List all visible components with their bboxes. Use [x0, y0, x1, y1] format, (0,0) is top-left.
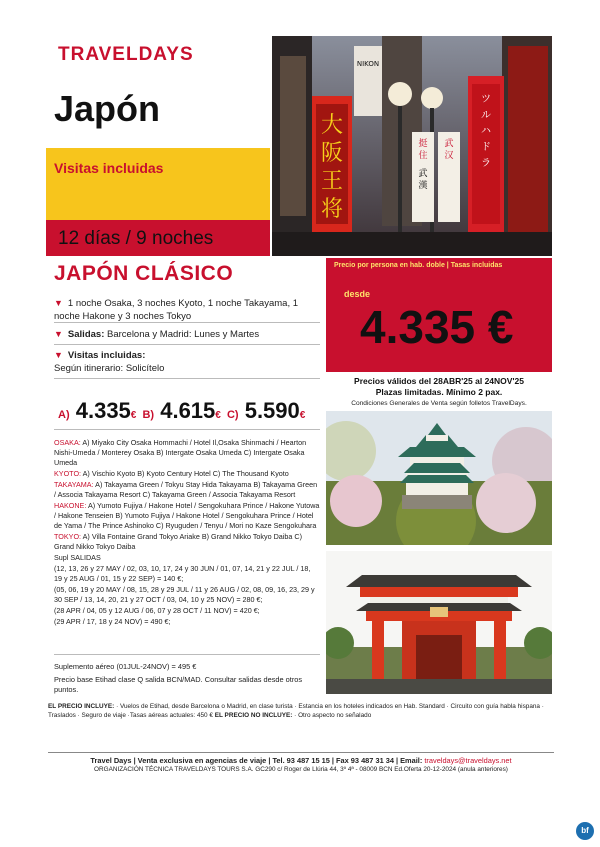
hotel-entry: [54, 469, 320, 479]
supl-line: (05, 06, 19 y 20 MAY / 08, 15, 28 y 29 JUL / 11 y 26 AUG / 02, 08, 09, 16, 23, 29 y 30 SEP / 13, 14, 20, 21 y 27 OCT / 03, 04, 10 y 25 NOV) = 280 €;: [54, 585, 315, 604]
supl-line: (28 APR / 04, 05 y 12 AUG / 06, 07 y 28 OCT / 11 NOV) = 420 €;: [54, 606, 260, 615]
sign-wuhan-6: 汉: [444, 151, 454, 161]
sign-wuhan-5: 武: [444, 139, 454, 149]
sign-tsuruha-5: ラ: [481, 158, 491, 169]
triangle-icon: ▼: [54, 350, 63, 360]
option-a-letter: A): [58, 409, 70, 421]
brand-logo: [58, 44, 208, 70]
duration-label: 12 días / 9 noches: [58, 228, 214, 249]
sign-wuhan-2: 住: [418, 151, 428, 161]
divider: [54, 344, 320, 345]
salidas-label: Salidas:: [67, 329, 105, 340]
excludes-label: EL PRECIO NO INCLUYE:: [214, 712, 293, 719]
option-c-currency: €: [299, 410, 306, 421]
supl-heading: Supl SALIDAS: [54, 553, 101, 562]
footer-contact-text: Travel Days | Venta exclusiva en agencias de viaje | Tel. 93 487 15 15 | Fax 93 487 31 34 | Email:: [90, 756, 423, 765]
sign-tsuruha-3: ハ: [481, 126, 491, 137]
footer-contact: [48, 756, 554, 765]
hotel-entry: [54, 438, 320, 468]
osaka-street-illustration: [272, 36, 552, 256]
visitas-bullet: [54, 349, 320, 375]
base-price-note: Precio base Etihad clase Q salida BCN/MAD. Consultar salidas desde otros puntos.: [54, 675, 303, 694]
triangle-icon: ▼: [54, 329, 63, 339]
itinerary-nights: 1 noche Osaka, 3 noches Kyoto, 1 noche Takayama, 1 noche Hakone y 3 noches Tokyo: [54, 298, 299, 322]
hero-image: [272, 36, 552, 256]
sign-wuhan-3: 武: [418, 169, 428, 179]
sign-tsuruha-2: ル: [481, 110, 491, 121]
hotel-entry: [54, 532, 320, 552]
hotel-text: A) Yumoto Fujiya / Hakone Hotel / Sengokuhara Prince / Hakone Yutowa / Hakone Tenseien B) Yumoto Fujiya / Hakone Hotel / Sengokuhara Prince / Hotel de Yama / The Prince Ashinoko C) Ryuguden / Tenyu / Mori no Kaze Sengokuhara: [54, 501, 320, 530]
hotel-city: TAKAYAMA:: [54, 480, 94, 489]
main-price: 4.335 €: [360, 301, 514, 353]
sign-wuhan-4: 漢: [418, 181, 428, 191]
option-b-price: 4.615: [160, 398, 216, 423]
validity-block: [326, 376, 552, 398]
castle-illustration: [326, 411, 552, 545]
visitas-text: Según itinerario: Solicítelo: [54, 363, 165, 374]
tag-banner: [46, 148, 270, 220]
includes-label: EL PRECIO INCLUYE:: [48, 703, 115, 710]
footer-divider: [48, 752, 554, 753]
itinerary-bullet: [54, 297, 320, 323]
tour-name: JAPÓN CLÁSICO: [54, 262, 234, 285]
supl-line: (29 APR / 17, 18 y 24 NOV) = 490 €;: [54, 617, 171, 626]
hotel-city: HAKONE:: [54, 501, 87, 510]
hotel-text: A) Miyako City Osaka Hommachi / Hotel Il,Osaka Shinmachi / Hearton Nishi-Umeda / Monterey Osaka B) Intergate Osaka Umeda C) Intergate Osaka Umeda: [54, 438, 307, 467]
sign-tsuruha-1: ツ: [481, 94, 491, 105]
validity-places: Plazas limitadas. Mínimo 2 pax.: [375, 387, 503, 397]
page-title: Japón: [54, 88, 161, 129]
option-c-letter: C): [226, 409, 239, 421]
hotel-entry: [54, 480, 320, 500]
includes-block: [48, 702, 554, 720]
conditions-note: Condiciones Generales de Venta según folletos TravelDays.: [351, 400, 527, 407]
supl-line: (12, 13, 26 y 27 MAY / 02, 03, 10, 17, 24 y 30 JUN / 01, 07, 14, 21 y 22 JUL / 18, 19 y 25 AUG / 01, 15 y 22 SEP) = 140 €;: [54, 564, 311, 583]
salidas-text: Barcelona y Madrid: Lunes y Martes: [107, 329, 260, 340]
hotel-text: A) Vischio Kyoto B) Kyoto Century Hotel C) The Thousand Kyoto: [82, 469, 289, 478]
osaka-castle-photo: [326, 411, 552, 545]
hotel-city: OSAKA:: [54, 438, 81, 447]
sign-wuhan-1: 挺: [418, 139, 428, 149]
sign-char-2: 阪: [320, 141, 344, 166]
validity-dates: Precios válidos del 28ABR'25 al 24NOV'25: [354, 376, 524, 386]
footer-legal: ORGANIZACIÓN TÉCNICA TRAVELDAYS TOURS S.A. GC290 c/ Roger de Llúria 44, 3º 4ª - 08009 BCN Ed.Oferta 20-12-2024 (anula anteriores): [94, 766, 508, 773]
shrine-illustration: [326, 551, 552, 694]
hotel-city: KYOTO:: [54, 469, 82, 478]
hotel-entry: [54, 501, 320, 531]
divider: [54, 322, 320, 323]
sign-tsuruha-4: ド: [481, 142, 491, 153]
visitas-label: Visitas incluidas:: [67, 350, 146, 361]
divider: [54, 654, 320, 655]
option-b-letter: B): [142, 409, 155, 421]
option-prices: [58, 398, 305, 424]
divider: [54, 429, 320, 430]
option-b-currency: €: [215, 410, 221, 421]
sign-char-3: 王: [320, 169, 344, 194]
salidas-bullet: [54, 328, 320, 341]
air-supplement: Suplemento aéreo (01JUL-24NOV) = 495 €: [54, 662, 197, 671]
bf-badge: bf: [576, 822, 594, 840]
sign-char-4: 将: [320, 197, 344, 222]
footer-email[interactable]: traveldays@traveldays.net: [424, 756, 512, 765]
option-a-currency: €: [130, 410, 137, 421]
price-bar-text: Precio por persona en hab. doble | Tasas incluidas: [334, 262, 503, 269]
supplements-block: [54, 662, 318, 695]
hotel-text: A) Takayama Green / Tokyu Stay Hida Takayama B) Takayama Green / Associa Takayama Resort C) Takayama Green / Associa Takayama Resort: [54, 480, 318, 499]
triangle-icon: ▼: [54, 298, 63, 308]
hotels-list: [54, 438, 320, 628]
excludes-text: · Otro aspecto no señalado: [294, 712, 372, 719]
price-bar: [326, 258, 552, 274]
nikon-sign: NIKON: [356, 60, 380, 68]
tag-label: Visitas incluidas: [54, 160, 164, 176]
option-c-price: 5.590: [244, 398, 300, 423]
includes-text: · Vuelos de Etihad, desde Barcelona o Madrid, en clase turista · Estancia en los hoteles indicados en Hab. Standard · Circuito con guía habla hispana · Traslados · Seguro de viaje ·Tasas aéreas actuales: 450 €: [48, 703, 544, 719]
sign-char-1: 大: [320, 113, 344, 138]
desde-label: desde: [344, 289, 371, 299]
divider: [54, 378, 320, 379]
option-a-price: 4.335: [75, 398, 131, 423]
shrine-gate-photo: [326, 551, 552, 694]
hotel-city: TOKYO:: [54, 532, 82, 541]
hotel-text: A) Villa Fontaine Grand Tokyo Ariake B) Grand Nikko Tokyo Daiba C) Grand Nikko Tokyo Daiba: [54, 532, 302, 551]
brand-name: TRAVELDAYS: [58, 44, 194, 65]
